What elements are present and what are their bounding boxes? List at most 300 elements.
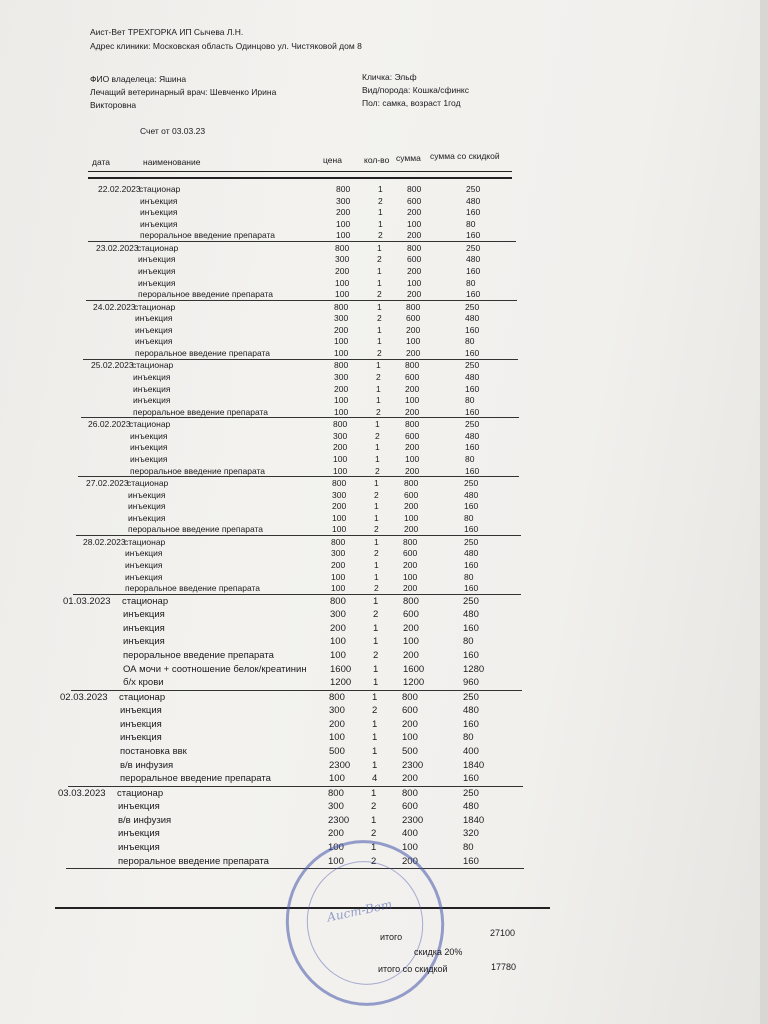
row-price: 2300	[328, 814, 350, 826]
row-discount-sum: 480	[466, 254, 481, 265]
row-discount-sum: 480	[464, 548, 479, 559]
row-price: 100	[335, 289, 350, 300]
row-sum: 600	[407, 195, 422, 206]
row-sum: 200	[405, 442, 420, 453]
doctor-name: Лечащий ветеринарный врач: Шевченко Ирина	[90, 87, 277, 98]
row-service: инъекция	[140, 218, 178, 229]
row-discount-sum: 160	[464, 560, 479, 570]
row-service: стационар	[139, 184, 181, 194]
table-row	[0, 572, 760, 584]
row-sum: 100	[405, 395, 420, 406]
row-discount-sum: 80	[464, 571, 474, 582]
row-qty: 4	[372, 773, 378, 785]
row-sum: 800	[403, 595, 419, 607]
row-qty: 1	[374, 536, 379, 547]
row-price: 200	[332, 501, 347, 512]
row-qty: 2	[375, 465, 380, 476]
row-discount-sum: 160	[466, 289, 481, 300]
row-discount-sum: 80	[463, 636, 474, 648]
row-date: 01.03.2023	[63, 595, 111, 607]
row-qty: 1	[377, 324, 382, 335]
row-discount-sum: 960	[463, 677, 479, 689]
table-row	[0, 501, 760, 513]
row-service: инъекция	[138, 266, 176, 276]
row-price: 100	[330, 636, 346, 648]
row-date: 24.02.2023	[93, 301, 136, 312]
table-row	[0, 442, 760, 454]
row-service: ОА мочи + соотношение белок/креатинин	[123, 663, 307, 675]
row-price: 100	[334, 395, 349, 406]
row-price: 100	[328, 855, 344, 867]
row-qty: 1	[376, 383, 381, 394]
group-divider	[66, 868, 524, 869]
row-price: 100	[333, 465, 348, 476]
row-service: стационар	[134, 301, 176, 312]
table-row	[0, 278, 760, 290]
row-service: инъекция	[118, 828, 160, 840]
row-sum: 800	[406, 301, 421, 312]
row-qty: 2	[376, 406, 381, 417]
row-qty: 2	[375, 430, 380, 441]
row-service: инъекция	[128, 501, 166, 512]
row-qty: 1	[372, 746, 378, 757]
row-qty: 1	[378, 184, 383, 194]
row-qty: 2	[378, 195, 383, 206]
row-qty: 1	[371, 842, 377, 853]
row-sum: 100	[403, 571, 418, 582]
table-row	[0, 313, 760, 325]
row-price: 200	[335, 266, 350, 276]
row-date: 22.02.2023	[98, 184, 141, 194]
row-qty: 1	[373, 677, 379, 689]
row-sum: 1200	[403, 677, 425, 689]
row-price: 300	[330, 609, 346, 621]
row-service: инъекция	[128, 512, 166, 523]
row-discount-sum: 160	[463, 650, 479, 661]
row-sum: 800	[407, 242, 422, 253]
table-row	[0, 636, 760, 648]
row-sum: 200	[404, 524, 419, 535]
row-sum: 800	[403, 536, 418, 547]
row-price: 300	[335, 254, 350, 265]
row-qty: 1	[374, 478, 379, 488]
row-qty: 2	[374, 583, 379, 594]
row-service: инъекция	[125, 548, 163, 559]
table-row	[0, 395, 760, 407]
col-price: цена	[323, 155, 342, 165]
row-sum: 800	[407, 184, 422, 194]
row-service: пероральное введение препарата	[120, 773, 271, 785]
row-discount-sum: 1840	[463, 759, 485, 771]
row-qty: 1	[373, 595, 379, 607]
row-qty: 1	[373, 636, 379, 648]
col-name: наименование	[143, 157, 201, 167]
row-discount-sum: 160	[463, 622, 479, 634]
row-qty: 1	[375, 419, 380, 430]
row-discount-sum: 250	[463, 787, 479, 799]
row-discount-sum: 1280	[463, 663, 485, 675]
row-sum: 200	[404, 501, 419, 512]
row-discount-sum: 250	[465, 301, 480, 312]
row-price: 200	[329, 718, 345, 730]
row-qty: 1	[372, 732, 378, 744]
row-sum: 200	[406, 348, 421, 358]
row-sum: 600	[406, 313, 421, 324]
row-date: 27.02.2023	[86, 478, 129, 488]
row-service: пероральное введение препарата	[138, 289, 274, 300]
row-sum: 200	[402, 718, 418, 730]
row-discount-sum: 80	[464, 512, 474, 523]
row-sum: 500	[402, 746, 418, 757]
row-qty: 1	[372, 691, 378, 703]
table-row	[0, 302, 760, 314]
row-discount-sum: 80	[466, 218, 476, 229]
row-qty: 2	[377, 313, 382, 324]
row-sum: 100	[404, 512, 419, 523]
col-sum: сумма	[396, 153, 421, 163]
row-discount-sum: 480	[464, 489, 479, 500]
row-qty: 1	[372, 718, 378, 730]
table-row	[0, 773, 760, 785]
row-price: 800	[329, 691, 345, 703]
row-qty: 1	[377, 336, 382, 347]
row-price: 200	[331, 560, 346, 570]
row-sum: 1600	[403, 663, 425, 675]
table-row	[0, 325, 760, 337]
row-price: 100	[329, 773, 345, 785]
row-sum: 200	[407, 207, 422, 218]
row-discount-sum: 160	[464, 524, 479, 535]
row-service: в/в инфузия	[120, 759, 174, 771]
row-service: стационар	[129, 419, 171, 430]
stamp-signature: Аист-Вет	[325, 897, 394, 925]
row-qty: 1	[371, 787, 377, 799]
total-value: 27100	[490, 928, 516, 938]
table-row	[0, 243, 760, 255]
row-discount-sum: 250	[466, 242, 481, 253]
row-discount-sum: 160	[463, 718, 479, 730]
row-service: инъекция	[118, 801, 160, 813]
table-row	[0, 513, 760, 525]
row-discount-sum: 480	[465, 430, 480, 441]
row-discount-sum: 160	[466, 207, 481, 218]
row-sum: 200	[403, 622, 419, 634]
pet-name: Кличка: Эльф	[362, 72, 417, 82]
row-qty: 2	[377, 348, 382, 358]
row-price: 200	[330, 622, 346, 634]
row-price: 300	[333, 430, 348, 441]
row-service: инъекция	[120, 718, 162, 730]
row-discount-sum: 160	[465, 465, 480, 476]
table-row	[0, 828, 760, 840]
row-qty: 1	[375, 454, 380, 464]
row-service: пероральное введение препарата	[135, 348, 271, 358]
table-row	[0, 266, 760, 278]
row-service: инъекция	[130, 454, 168, 464]
clinic-name: Аист-Вет ТРЕХГОРКА ИП Сычева Л.Н.	[90, 27, 244, 37]
row-discount-sum: 80	[465, 395, 475, 406]
row-service: пероральное введение препарата	[140, 230, 276, 241]
row-price: 800	[328, 787, 344, 799]
row-qty: 1	[376, 395, 381, 406]
table-row	[0, 537, 760, 549]
row-discount-sum: 480	[463, 801, 479, 813]
row-qty: 1	[374, 512, 379, 523]
row-service: пероральное введение препарата	[133, 406, 269, 417]
row-service: пероральное введение препарата	[128, 524, 264, 535]
row-discount-sum: 80	[463, 842, 474, 853]
row-price: 200	[328, 828, 344, 840]
row-discount-sum: 160	[463, 773, 479, 785]
row-sum: 600	[405, 430, 420, 441]
row-service: пероральное введение препарата	[130, 465, 266, 476]
row-sum: 600	[403, 609, 419, 621]
row-qty: 1	[376, 360, 381, 371]
row-sum: 200	[406, 324, 421, 335]
table-row	[0, 760, 760, 772]
table-row	[0, 548, 760, 560]
row-sum: 100	[403, 636, 419, 648]
row-service: инъекция	[133, 383, 171, 394]
row-discount-sum: 250	[464, 478, 479, 488]
table-row	[0, 746, 760, 758]
table-row	[0, 692, 760, 704]
row-price: 800	[336, 184, 351, 194]
row-qty: 2	[374, 548, 379, 559]
row-sum: 100	[407, 218, 422, 229]
row-service: стационар	[119, 691, 166, 703]
row-qty: 2	[376, 372, 381, 382]
row-service: пероральное введение препарата	[118, 855, 269, 867]
table-row	[0, 815, 760, 827]
row-discount-sum: 160	[466, 266, 481, 276]
row-discount-sum: 160	[463, 855, 479, 867]
row-service: инъекция	[140, 207, 178, 218]
clinic-address: Адрес клиники: Московская область Одинцово ул. Чистяковой дом 8	[90, 41, 362, 52]
row-discount-sum: 480	[463, 705, 479, 717]
row-discount-sum: 480	[466, 195, 481, 206]
table-row	[0, 732, 760, 744]
row-sum: 600	[402, 801, 418, 813]
row-date: 26.02.2023	[88, 419, 131, 430]
table-row	[0, 609, 760, 621]
col-date: дата	[92, 157, 111, 167]
row-sum: 100	[405, 454, 420, 464]
row-service: стационар	[127, 478, 169, 488]
row-qty: 2	[373, 650, 379, 661]
row-price: 200	[333, 442, 348, 453]
row-qty: 2	[374, 524, 379, 535]
row-price: 100	[334, 406, 349, 417]
row-discount-sum: 480	[465, 313, 480, 324]
row-date: 03.03.2023	[58, 787, 106, 799]
table-row	[0, 207, 760, 219]
row-discount-sum: 160	[465, 406, 480, 417]
row-service: инъекция	[123, 636, 165, 648]
row-sum: 2300	[402, 759, 424, 771]
row-qty: 1	[378, 218, 383, 229]
row-discount-sum: 160	[465, 383, 480, 394]
row-discount-sum: 250	[465, 419, 480, 430]
row-discount-sum: 160	[465, 324, 480, 335]
table-row	[0, 596, 760, 608]
row-service: инъекция	[130, 430, 168, 441]
row-discount-sum: 80	[465, 454, 475, 464]
row-sum: 2300	[402, 814, 424, 826]
row-service: инъекция	[138, 277, 176, 288]
row-service: пероральное введение препарата	[123, 650, 274, 661]
table-row	[0, 801, 760, 813]
row-qty: 1	[377, 301, 382, 312]
row-sum: 200	[403, 560, 418, 570]
row-price: 100	[328, 842, 344, 853]
col-discount-sum: сумма со скидкой	[430, 151, 500, 161]
table-row	[0, 478, 760, 490]
row-sum: 200	[407, 289, 422, 300]
discounted-label: итого со скидкой	[378, 964, 448, 974]
row-price: 300	[328, 801, 344, 813]
row-price: 100	[332, 512, 347, 523]
row-price: 300	[329, 705, 345, 717]
row-service: инъекция	[128, 489, 166, 500]
row-price: 300	[331, 548, 346, 559]
row-price: 100	[329, 732, 345, 744]
row-service: инъекция	[133, 372, 171, 382]
row-qty: 1	[377, 266, 382, 276]
row-price: 300	[332, 489, 347, 500]
row-price: 100	[335, 277, 350, 288]
row-discount-sum: 80	[463, 732, 474, 744]
row-sum: 800	[402, 787, 418, 799]
row-price: 100	[331, 571, 346, 582]
row-qty: 2	[378, 230, 383, 241]
row-sum: 200	[407, 266, 422, 276]
row-service: постановка ввк	[120, 746, 187, 757]
row-qty: 1	[374, 571, 379, 582]
table-row	[0, 650, 760, 662]
row-date: 25.02.2023	[91, 360, 134, 371]
table-row	[0, 360, 760, 372]
pet-sex-age: Пол: самка, возраст 1год	[362, 98, 461, 109]
col-qty: кол-во	[364, 155, 390, 165]
row-sum: 600	[405, 372, 420, 382]
row-sum: 200	[405, 465, 420, 476]
table-row	[0, 560, 760, 572]
row-price: 100	[336, 218, 351, 229]
row-price: 800	[332, 478, 347, 488]
discounted-value: 17780	[491, 962, 517, 972]
row-price: 2300	[329, 759, 351, 771]
row-service: инъекция	[140, 195, 178, 206]
table-row	[0, 219, 760, 231]
row-service: стационар	[137, 242, 179, 253]
row-discount-sum: 480	[465, 372, 480, 382]
discount-label: скидка 20%	[414, 947, 463, 957]
row-service: стационар	[124, 536, 166, 547]
row-discount-sum: 160	[464, 583, 479, 594]
row-price: 300	[336, 195, 351, 206]
row-qty: 1	[371, 814, 377, 826]
row-service: инъекция	[123, 609, 165, 621]
table-row	[0, 677, 760, 689]
row-qty: 2	[377, 254, 382, 265]
row-service: инъекция	[133, 395, 171, 406]
row-price: 800	[335, 242, 350, 253]
row-price: 200	[336, 207, 351, 218]
row-service: стационар	[117, 787, 164, 799]
table-row	[0, 705, 760, 717]
row-price: 200	[334, 324, 349, 335]
row-qty: 2	[371, 828, 377, 840]
row-service: инъекция	[118, 842, 160, 853]
row-sum: 100	[406, 336, 421, 347]
row-sum: 200	[403, 583, 418, 594]
table-row	[0, 431, 760, 443]
table-row	[0, 372, 760, 384]
row-sum: 800	[405, 360, 420, 371]
row-qty: 1	[374, 501, 379, 512]
row-service: стационар	[132, 360, 174, 371]
row-qty: 1	[372, 759, 378, 771]
row-price: 500	[329, 746, 345, 757]
row-price: 100	[332, 524, 347, 535]
row-price: 800	[330, 595, 346, 607]
row-qty: 1	[377, 277, 382, 288]
row-discount-sum: 250	[466, 184, 481, 194]
row-discount-sum: 160	[464, 501, 479, 512]
row-qty: 1	[378, 207, 383, 218]
row-price: 300	[334, 313, 349, 324]
row-qty: 2	[374, 489, 379, 500]
row-sum: 100	[402, 732, 418, 744]
row-service: инъекция	[135, 324, 173, 335]
row-date: 02.03.2023	[60, 691, 108, 703]
row-price: 1600	[330, 663, 352, 675]
row-service: пероральное введение препарата	[125, 583, 261, 594]
row-price: 100	[334, 336, 349, 347]
owner-name: ФИО владелеца: Яшина	[90, 74, 187, 84]
row-discount-sum: 80	[465, 336, 475, 347]
row-service: инъекция	[135, 336, 173, 347]
row-discount-sum: 80	[466, 277, 476, 288]
row-sum: 200	[402, 773, 418, 785]
row-qty: 2	[371, 801, 377, 813]
row-price: 100	[333, 454, 348, 464]
row-service: инъекция	[135, 313, 173, 324]
row-price: 1200	[330, 677, 352, 689]
row-sum: 600	[404, 489, 419, 500]
table-row	[0, 384, 760, 396]
table-row	[0, 454, 760, 466]
row-service: инъекция	[125, 560, 163, 570]
row-service: инъекция	[130, 442, 168, 453]
row-qty: 1	[373, 622, 379, 634]
table-row	[0, 336, 760, 348]
row-sum: 200	[403, 650, 419, 661]
row-discount-sum: 250	[465, 360, 480, 371]
table-row	[0, 664, 760, 676]
row-price: 800	[333, 419, 348, 430]
row-discount-sum: 320	[463, 828, 479, 840]
row-qty: 2	[372, 705, 378, 717]
row-service: инъекция	[120, 732, 162, 744]
table-row	[0, 184, 760, 196]
row-date: 28.02.2023	[83, 536, 126, 547]
row-sum: 200	[407, 230, 422, 241]
row-sum: 100	[407, 277, 422, 288]
row-sum: 800	[402, 691, 418, 703]
row-qty: 1	[377, 242, 382, 253]
